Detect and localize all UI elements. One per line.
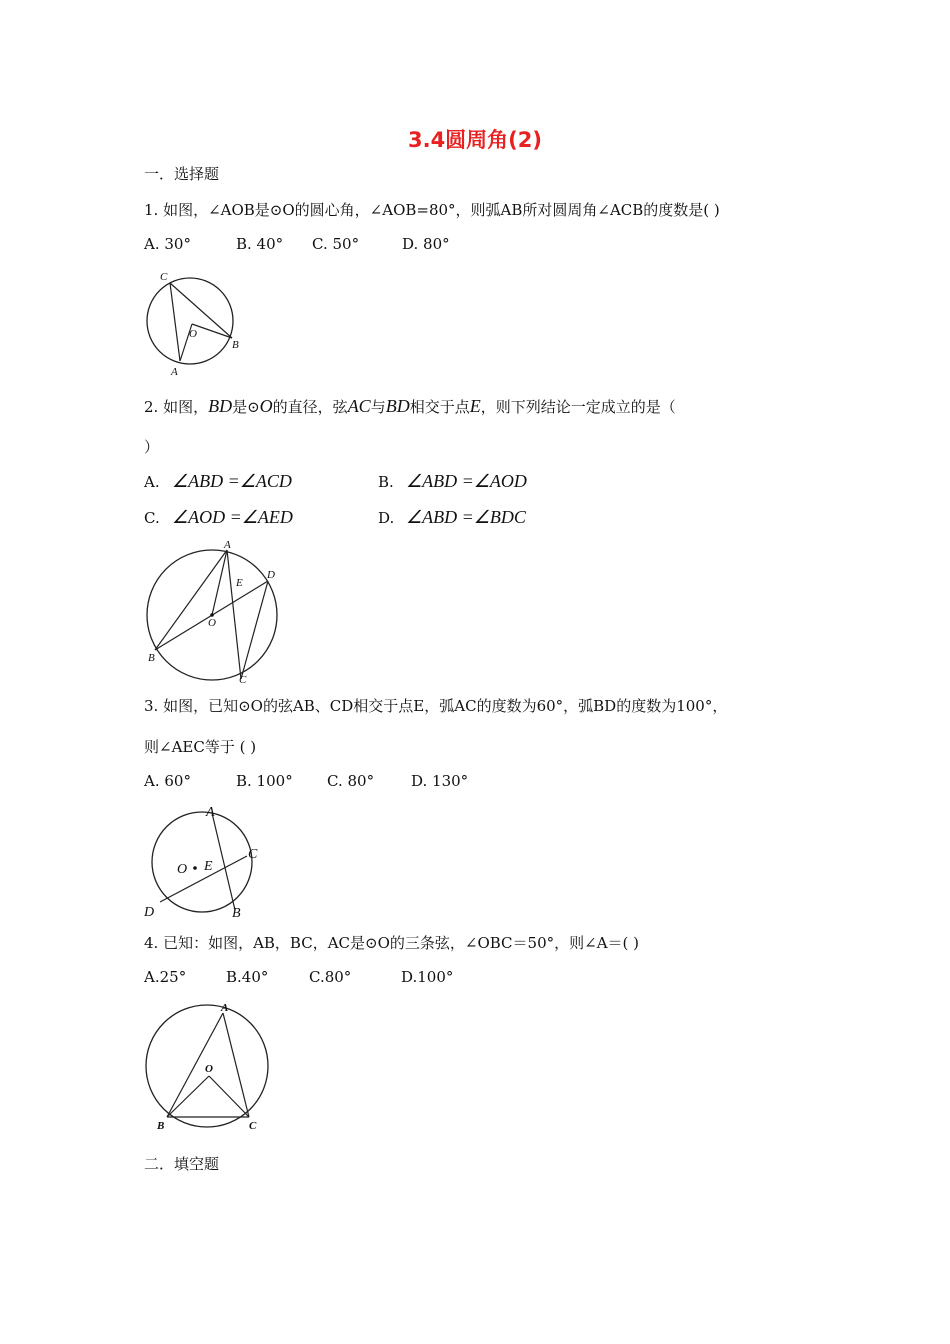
q1-label-a: A [171,366,178,378]
q4-label-o: O [205,1063,213,1075]
q2-option-a-letter: A. [144,473,160,491]
q2-stem-text: 2. 如图， [144,398,209,416]
q1-option-a: A. 30° [144,235,191,253]
q4-option-d: D.100° [401,968,454,986]
q4-label-a: A [221,1002,229,1014]
q1-option-d: D. 80° [402,235,450,253]
q2-option-d-letter: D. [378,509,395,527]
q2-label-o: O [208,617,216,629]
q2-stem-text: 相交于点 [409,398,470,416]
q1-option-b: B. 40° [236,235,284,253]
section-heading-choice: 一．选择题 [144,165,220,183]
question-1-stem: 1. 如图，∠AOB是⊙O的圆心角，∠AOB=80°，则弧AB所对圆周角∠ACB的度数是( ) [144,201,720,219]
q2-math-ac: AC [347,396,371,416]
q1-label-c: C [160,271,168,283]
q2-option-d-expr: ∠ABD =∠BDC [406,507,526,527]
q4-option-b: B.40° [226,968,269,986]
q4-label-c: C [249,1120,257,1132]
q2-option-c-letter: C. [144,509,160,527]
q3-label-e: E [204,859,213,874]
q1-label-o: O [189,328,197,340]
q2-option-b-letter: B. [378,473,394,491]
q2-math-bd: BD [208,396,233,416]
q3-label-c: C [248,847,258,862]
question-3-stem-continued: 则∠AEC等于 ( ) [144,738,257,756]
q4-option-a: A.25° [144,968,187,986]
q2-stem-text: 与 [370,398,386,416]
q1-label-b: B [232,339,239,351]
question-2-stem [144,396,676,417]
q2-stem-end: ） [144,438,160,456]
q3-figure [140,800,270,920]
q2-math-o: O [259,396,273,416]
q1-option-c: C. 50° [312,235,360,253]
q2-stem-text: ，则下列结论一定成立的是（ [480,398,676,416]
q2-math-e: E [469,396,481,416]
q2-label-d: D [267,569,275,581]
q3-label-b: B [232,906,241,920]
q4-option-c: C.80° [309,968,352,986]
q3-option-b: B. 100° [236,772,293,790]
question-4-stem: 4. 已知：如图，AB，BC，AC是⊙O的三条弦，∠OBC＝50°，则∠A＝( ) [144,934,639,952]
q2-label-a: A [224,540,231,551]
q2-option-b-expr: ∠ABD =∠AOD [406,471,527,491]
page-title: 3.4圆周角(2) [407,128,542,152]
q4-label-b: B [157,1120,165,1132]
q2-label-c: C [239,674,247,685]
q2-figure [140,540,285,685]
q3-option-a: A. 60° [144,772,191,790]
q3-label-d: D [144,905,155,920]
q3-label-o: O [177,862,188,877]
q3-label-a: A [206,805,215,820]
q2-stem-text: 是⊙ [232,398,260,416]
q2-label-b: B [148,652,155,664]
q2-option-a-expr: ∠ABD =∠ACD [172,471,292,491]
q1-figure [140,268,250,378]
q3-option-d: D. 130° [411,772,469,790]
q4-figure [140,998,275,1138]
q2-stem-text: 的直径，弦 [272,398,348,416]
question-3-stem: 3. 如图，已知⊙O的弦AB、CD相交于点E，弧AC的度数为60°，弧BD的度数为100°， [144,697,728,715]
q3-option-c: C. 80° [327,772,375,790]
section-heading-fill-in: 二．填空题 [144,1155,220,1173]
q2-math-bd: BD [385,396,410,416]
q2-label-e: E [236,577,243,589]
q2-option-c-expr: ∠AOD =∠AED [172,507,293,527]
